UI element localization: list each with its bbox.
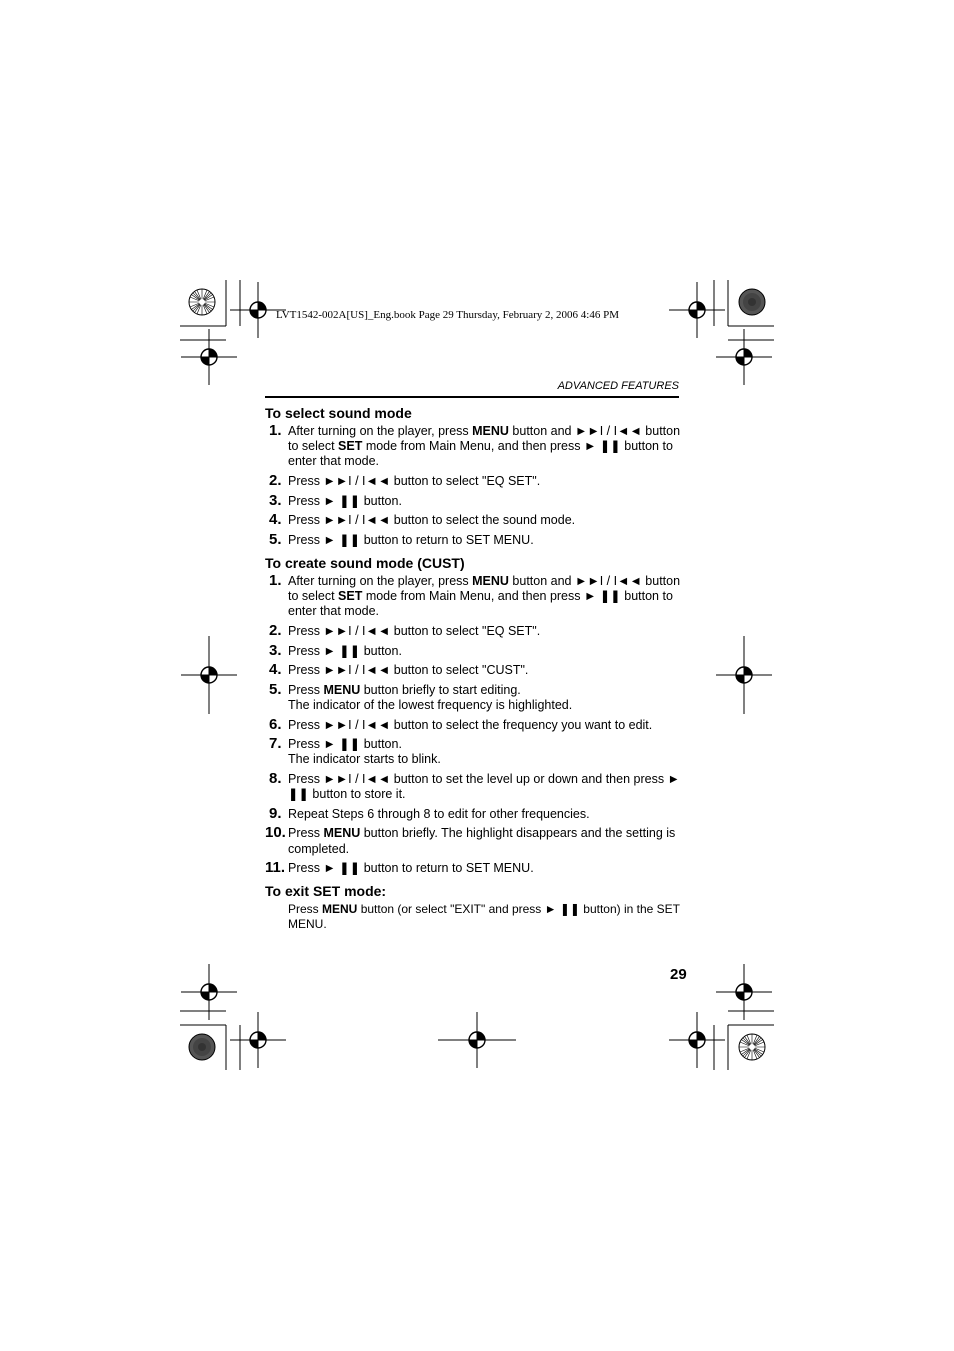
step-number: 5. <box>269 530 282 548</box>
step-number: 1. <box>269 422 282 439</box>
list-item: 4. Press ►►I / I◄◄ button to select "CUST". <box>269 661 529 679</box>
solid-target-icon <box>739 289 765 315</box>
registration-mark-icon <box>181 329 237 385</box>
section-title-exit-set-mode: To exit SET mode: <box>265 883 387 900</box>
step-number: 4. <box>269 511 282 529</box>
starburst-target-icon <box>189 289 215 315</box>
list-item: 10. Press MENU button briefly. The highlight disappears and the setting is completed. <box>265 824 676 856</box>
list-item: 5. Press MENU button briefly to start editing. The indicator of the lowest frequency is highlighted. <box>269 680 573 712</box>
step-number: 1. <box>269 571 282 589</box>
step-number: 3. <box>269 491 282 509</box>
list-item: 7. Press ► ❚❚ button. The indicator starts to blink. <box>269 735 441 767</box>
step-number: 10. <box>265 824 286 842</box>
steps-create-sound-mode <box>265 571 681 877</box>
list-item: 8. Press ►►I / I◄◄ button to set the level up or down and then press ► ❚❚ button to store it. <box>269 769 680 802</box>
solid-target-icon <box>189 1034 215 1060</box>
step-number: 2. <box>269 621 282 639</box>
header-rule <box>265 396 679 398</box>
list-item: 11. Press ► ❚❚ button to return to SET MENU. <box>265 859 534 877</box>
step-number: 2. <box>269 472 282 489</box>
list-item: 5. Press ► ❚❚ button to return to SET MENU. <box>269 530 534 548</box>
list-item: 4. Press ►►I / I◄◄ button to select the sound mode. <box>269 511 576 529</box>
list-item: 1. After turning on the player, press MENU button and ►►I / I◄◄ button to select SET mode from Main Menu, and then press ► ❚❚ button to enter that mode. <box>269 422 681 469</box>
list-item: 3. Press ► ❚❚ button. <box>269 491 402 509</box>
step-number: 9. <box>269 804 282 822</box>
running-header: ADVANCED FEATURES <box>557 380 679 392</box>
step-number: 3. <box>269 641 282 659</box>
registration-mark-icon <box>230 1012 286 1068</box>
exit-instructions: Press MENU button (or select "EXIT" and press ► ❚❚ button) in the SET MENU. <box>288 902 680 931</box>
step-number: 6. <box>269 715 282 733</box>
registration-mark-icon <box>716 329 772 385</box>
list-item: 2. Press ►►I / I◄◄ button to select "EQ SET". <box>269 472 541 489</box>
list-item: 2. Press ►►I / I◄◄ button to select "EQ SET". <box>269 621 541 639</box>
step-number: 4. <box>269 661 282 679</box>
list-item: 9. Repeat Steps 6 through 8 to edit for other frequencies. <box>269 804 590 822</box>
step-number: 8. <box>269 769 282 787</box>
registration-mark-icon <box>181 964 237 1020</box>
step-number: 7. <box>269 735 282 753</box>
steps-select-sound-mode <box>265 424 681 548</box>
list-item: 6. Press ►►I / I◄◄ button to select the frequency you want to edit. <box>269 715 653 733</box>
step-number: 5. <box>269 680 282 698</box>
section-title-create-sound-mode: To create sound mode (CUST) <box>265 554 465 571</box>
registration-mark-icon <box>716 964 772 1020</box>
registration-mark-icon <box>669 282 725 338</box>
starburst-target-icon <box>739 1034 765 1060</box>
page-number: 29 <box>670 966 687 983</box>
list-item: 1. After turning on the player, press MENU button and ►►I / I◄◄ button to select SET mode from Main Menu, and then press ► ❚❚ button to enter that mode. <box>269 571 681 619</box>
print-slug: LVT1542-002A[US]_Eng.book Page 29 Thursday, February 2, 2006 4:46 PM <box>276 309 620 321</box>
list-item: 3. Press ► ❚❚ button. <box>269 641 402 659</box>
registration-mark-icon <box>669 1012 725 1068</box>
step-number: 11. <box>265 859 286 877</box>
section-title-select-sound-mode: To select sound mode <box>265 405 412 421</box>
page-content <box>265 404 681 931</box>
